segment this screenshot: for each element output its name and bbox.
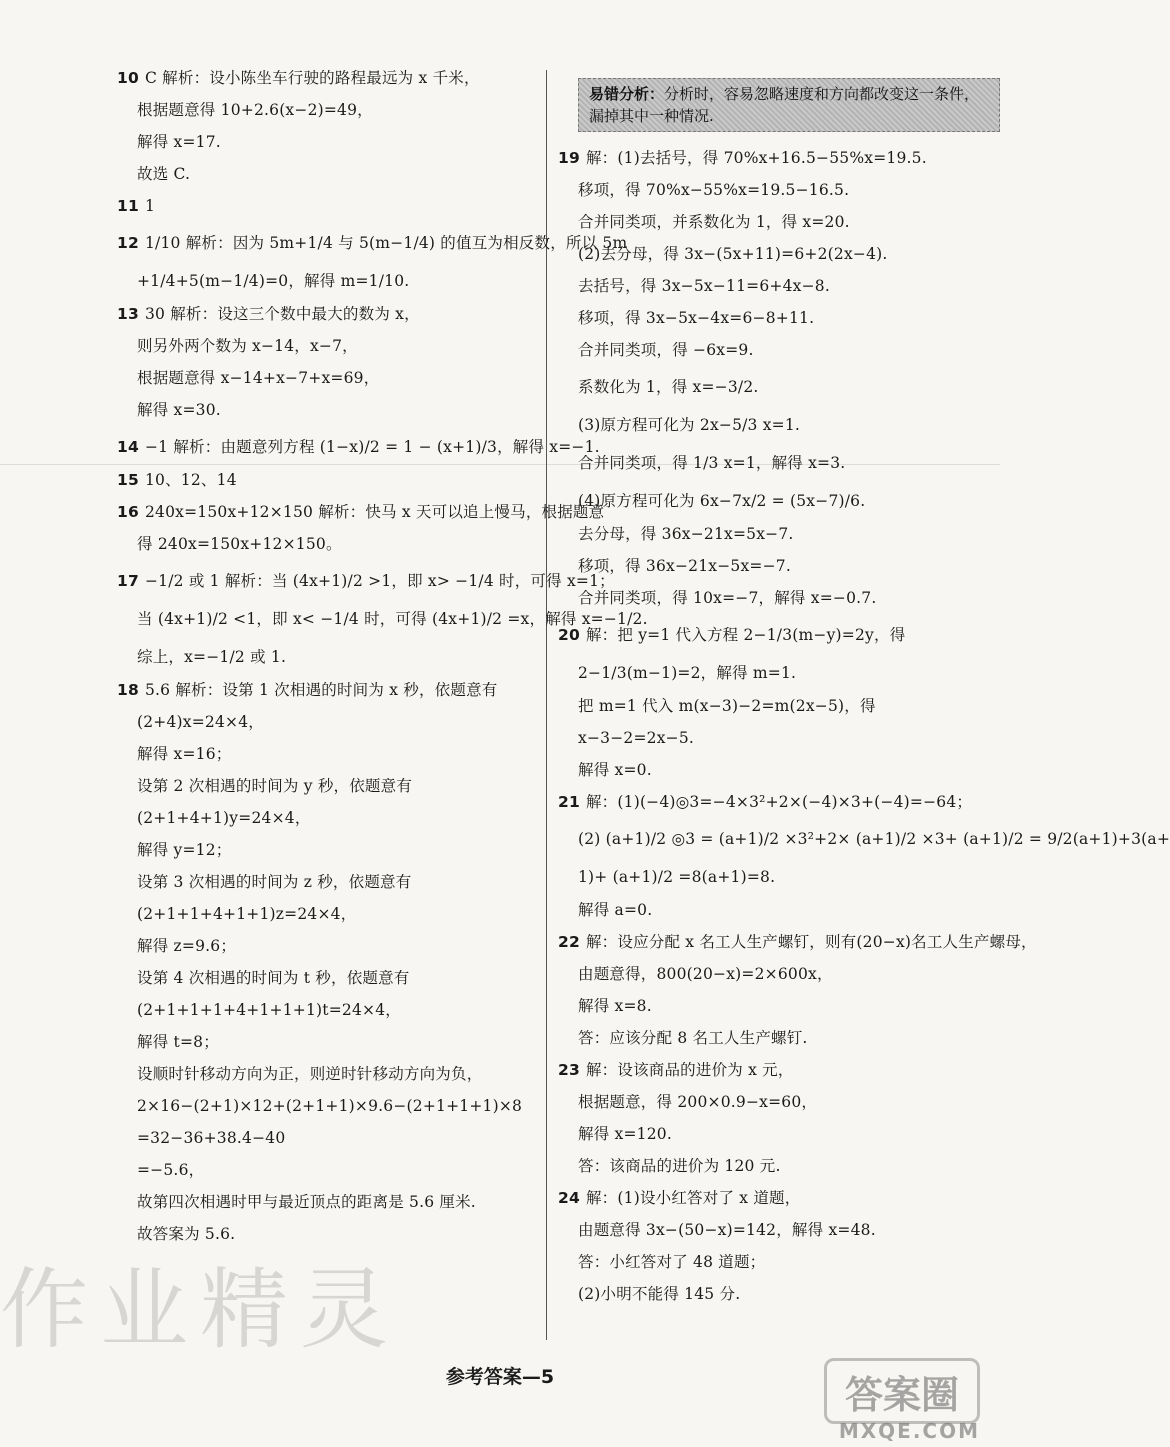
line-text: 合并同类项，得 −6x=9. [578,341,754,359]
line-text: 故选 C. [137,165,191,183]
answer-line [137,266,542,296]
watermark-text: 作业精灵 [0,1258,401,1361]
answer-line [578,448,988,478]
answer-line [137,642,542,672]
line-text: (2+1+4+1)y=24×4， [137,809,311,827]
answer-line [578,486,988,516]
question-line [558,148,988,168]
line-text: 合并同类项，得 1/3 x=1，解得 x=3. [578,454,846,472]
answer-line [578,824,1170,854]
line-text: 去括号，得 3x−5x−11=6+4x−8. [578,277,830,295]
question-number: 23 [558,1061,580,1079]
line-text: 答：小红答对了 48 道题； [578,1253,766,1271]
answer-line [578,996,988,1016]
line-text: 合并同类项，得 10x=−7，解得 x=−0.7. [578,589,877,607]
line-text: 根据题意得 10+2.6(x−2)=49， [137,101,373,119]
answer-line [137,936,542,956]
line-text: 去分母，得 36x−21x=5x−7. [578,525,794,543]
line-text: 当 (4x+1)/2 <1，即 x< −1/4 时，可得 (4x+1)/2 =x，解得 x=−1/2. [137,610,648,628]
line-text: 2×16−(2+1)×12+(2+1+1)×9.6−(2+1+1+1)×8 [137,1097,523,1115]
line-text: (2+1+1+1+4+1+1+1)t=24×4， [137,1001,401,1019]
question-number: 15 [117,471,139,489]
line-text: −1/2 或 1 解析：当 (4x+1)/2 >1，即 x> −1/4 时，可得 x=1； [144,572,615,590]
answer-line [578,308,988,328]
answer-line [137,744,542,764]
question-number: 13 [117,305,139,323]
line-text: 由题意得 3x−(50−x)=142，解得 x=48. [578,1221,876,1239]
question-line [117,304,542,324]
question-number: 16 [117,503,139,521]
question-line [558,1060,988,1080]
question-number: 17 [117,572,139,590]
line-text: 移项，得 70%x−55%x=19.5−16.5. [578,181,850,199]
line-text: 5.6 解析：设第 1 次相遇的时间为 x 秒，依题意有 [144,681,498,699]
line-text: 解：把 y=1 代入方程 2−1/3(m−y)=2y，得 [585,626,906,644]
answer-line [578,1092,988,1112]
line-text: 把 m=1 代入 m(x−3)−2=m(2x−5)，得 [578,697,876,715]
line-text: (2)去分母，得 3x−(5x+11)=6+2(2x−4). [578,245,888,263]
answer-line [137,100,542,120]
answer-line [578,212,988,232]
answer-line [578,1124,988,1144]
line-text: 解得 t=8； [137,1033,219,1051]
answer-line [578,410,988,440]
line-text: 解得 x=120. [578,1125,672,1143]
answer-line [578,964,988,984]
answer-line [578,1156,988,1176]
question-line [117,196,542,216]
question-line [117,502,605,522]
answer-line [578,760,988,780]
callout-text: 分析时，容易忽略速度和方向都改变这一条件，漏掉其中一种情况. [589,85,980,125]
line-text: 解：(1)去括号，得 70%x+16.5−55%x=19.5. [585,149,927,167]
line-text: 答：应该分配 8 名工人生产螺钉. [578,1029,808,1047]
answer-line [578,180,988,200]
answer-line [137,400,542,420]
answer-line [137,1032,542,1052]
line-text: 设第 3 次相遇的时间为 z 秒，依题意有 [137,873,412,891]
line-text: −1 解析：由题意列方程 (1−x)/2 = 1 − (x+1)/3，解得 x=−1. [144,438,600,456]
error-analysis-callout [578,78,1000,132]
line-text: 移项，得 36x−21x−5x=−7. [578,557,791,575]
answer-line [137,336,542,356]
line-text: 解得 x=8. [578,997,652,1015]
answer-line [137,1000,542,1020]
watermark-url: MXQE.COM [838,1419,980,1443]
question-number: 18 [117,681,139,699]
answer-line [578,244,988,264]
line-text: 2−1/3(m−1)=2，解得 m=1. [578,664,797,682]
answer-line [578,1252,988,1272]
line-text: 10、12、14 [144,471,237,489]
answer-line [137,1192,542,1212]
answer-line [578,1284,988,1304]
line-text: 得 240x=150x+12×150。 [137,535,342,553]
question-number: 20 [558,626,580,644]
answer-line [578,1028,988,1048]
line-text: 合并同类项，并系数化为 1，得 x=20. [578,213,850,231]
line-text: 解得 a=0. [578,901,653,919]
line-text: 解：(1)设小红答对了 x 道题， [585,1189,801,1207]
question-line [558,792,988,812]
line-text: 移项，得 3x−5x−4x=6−8+11. [578,309,815,327]
answer-line [137,808,542,828]
watermark-logo: 答案圈 [824,1358,980,1424]
question-number: 21 [558,793,580,811]
question-line [558,932,1037,952]
question-line [117,228,628,258]
line-text: 故答案为 5.6. [137,1225,236,1243]
answer-line [578,340,988,360]
line-text: =32−36+38.4−40 [137,1129,286,1147]
answer-line [137,712,542,732]
line-text: 30 解析：设这三个数中最大的数为 x， [144,305,420,323]
line-text: (3)原方程可化为 2x−5/3 x=1. [578,416,801,434]
line-text: (2)小明不能得 145 分. [578,1285,741,1303]
answer-line [578,588,988,608]
line-text: 1 [144,197,156,215]
question-line [117,68,542,88]
line-text: 答：该商品的进价为 120 元. [578,1157,781,1175]
answer-line [578,658,988,688]
column-divider [546,70,547,1340]
line-text: =−5.6， [137,1161,205,1179]
answer-line [578,556,988,576]
right-column [558,68,1170,1316]
line-text: 解得 z=9.6； [137,937,237,955]
question-number: 12 [117,234,139,252]
line-text: 解：(1)(−4)◎3=−4×3²+2×(−4)×3+(−4)=−64； [585,793,973,811]
line-text: +1/4+5(m−1/4)=0，解得 m=1/10. [137,272,410,290]
line-text: 设第 4 次相遇的时间为 t 秒，依题意有 [137,969,410,987]
callout-label: 易错分析： [589,85,665,103]
line-text: 根据题意，得 200×0.9−x=60， [578,1093,818,1111]
line-text: (2+1+1+4+1+1)z=24×4， [137,905,357,923]
question-number: 11 [117,197,139,215]
question-line [117,680,542,700]
line-text: 综上，x=−1/2 或 1. [137,648,287,666]
line-text: 解得 x=17. [137,133,221,151]
line-text: 解得 y=12； [137,841,232,859]
answer-line [137,604,648,634]
question-number: 14 [117,438,139,456]
answer-line [137,904,542,924]
answer-line [137,872,542,892]
question-line [117,470,542,490]
question-line [558,620,988,650]
answer-line [137,164,542,184]
answer-line [137,1128,542,1148]
line-text: (2+4)x=24×4， [137,713,265,731]
answer-line [578,372,988,402]
answer-line [578,524,988,544]
answer-line [578,728,988,748]
line-text: (4)原方程可化为 6x−7x/2 = (5x−7)/6. [578,492,866,510]
line-text: 则另外两个数为 x−14，x−7， [137,337,358,355]
line-text: 1)+ (a+1)/2 =8(a+1)=8. [578,868,776,886]
line-text: 设第 2 次相遇的时间为 y 秒，依题意有 [137,777,413,795]
question-number: 22 [558,933,580,951]
answer-line [137,840,542,860]
question-line [117,566,615,596]
answer-line [137,776,542,796]
line-text: x−3−2=2x−5. [578,729,695,747]
page-footer: 参考答案—5 [445,1366,555,1388]
question-number: 10 [117,69,139,87]
answer-line [137,1064,542,1084]
line-text: 解：设应分配 x 名工人生产螺钉，则有(20−x)名工人生产螺母， [585,933,1037,951]
answer-line [578,696,988,716]
answer-line [137,534,542,554]
answer-line [137,1096,542,1116]
question-line [558,1188,988,1208]
line-text: 故第四次相遇时甲与最近顶点的距离是 5.6 厘米. [137,1193,476,1211]
question-number: 19 [558,149,580,167]
question-number: 24 [558,1189,580,1207]
answer-line [578,276,988,296]
line-text: 根据题意得 x−14+x−7+x=69， [137,369,380,387]
line-text: 解得 x=0. [578,761,652,779]
answer-line [578,1220,988,1240]
answer-line [137,368,542,388]
line-text: 解得 x=16； [137,745,232,763]
line-text: 240x=150x+12×150 解析：快马 x 天可以追上慢马，根据题意 [144,503,605,521]
line-text: (2) (a+1)/2 ◎3 = (a+1)/2 ×3²+2× (a+1)/2 ×3+ (a+1)/2 = 9/2(a+1)+3(a+ [578,830,1170,848]
line-text: 系数化为 1，得 x=−3/2. [578,378,759,396]
answer-line [578,900,988,920]
line-text: 1/10 解析：因为 5m+1/4 与 5(m−1/4) 的值互为相反数，所以 5m [144,234,628,252]
line-text: C 解析：设小陈坐车行驶的路程最远为 x 千米， [144,69,480,87]
answer-line [137,1160,542,1180]
line-text: 解：设该商品的进价为 x 元， [585,1061,794,1079]
line-text: 解得 x=30. [137,401,221,419]
line-text: 设顺时针移动方向为正，则逆时针移动方向为负， [137,1065,483,1083]
answer-line [137,968,542,988]
answer-line [137,132,542,152]
line-text: 由题意得，800(20−x)=2×600x， [578,965,833,983]
question-line [117,432,600,462]
answer-line [578,862,988,892]
